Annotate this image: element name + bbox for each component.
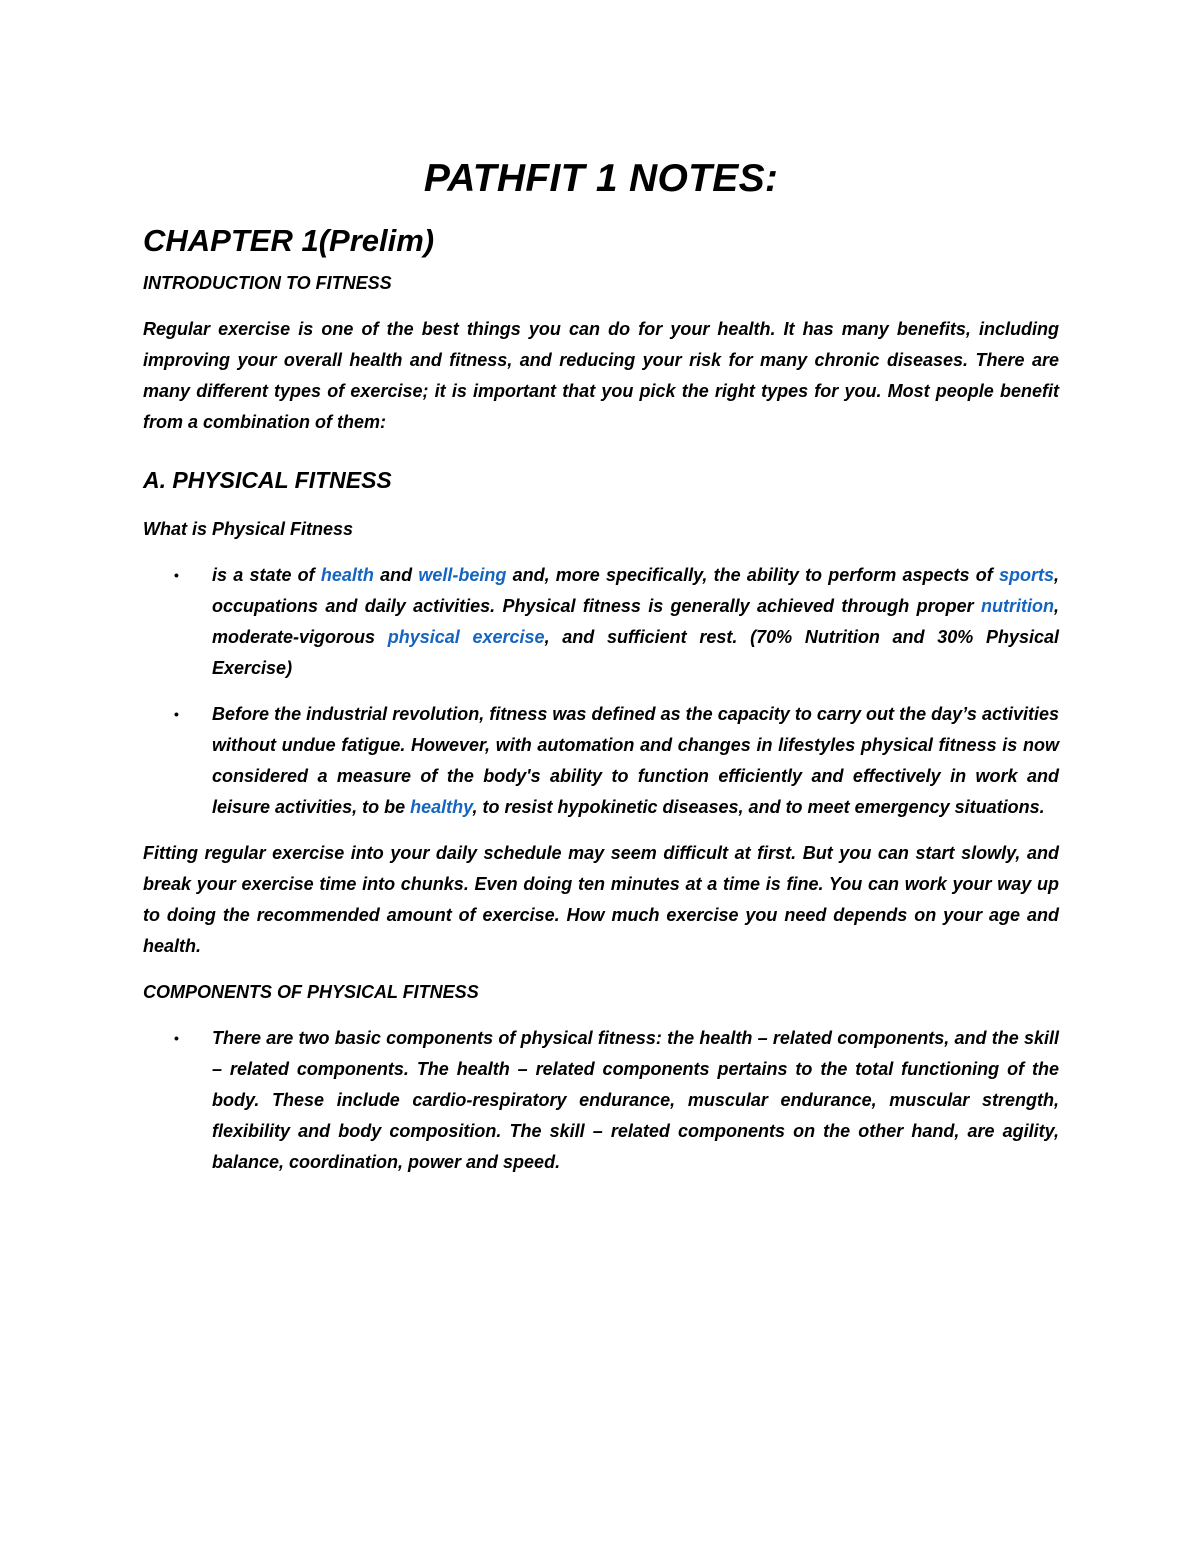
bullet-text: , and sufficient rest. (70% Nutrition and 30% Physical Exercise) — [212, 627, 1060, 678]
bullet-text: is a state of — [212, 565, 321, 585]
fitting-exercise-paragraph: Fitting regular exercise into your daily schedule may seem difficult at first. But you can start slowly, and break your exercise time into chunks. Even doing ten minutes at a time is fine. You can work your way up to doing the recommended amount of exercise. How much exercise you need depends on your age and health. — [143, 843, 1059, 956]
components-heading: COMPONENTS OF PHYSICAL FITNESS — [143, 982, 479, 1002]
document-title: PATHFIT 1 NOTES: — [423, 157, 779, 200]
bullet-text: There are two basic components of physical fitness: the health – related components, and the skill – related components. The health – related components pertains to the total functioning of the body. These include cardio-respiratory endurance, muscular endurance, muscular strength, flexibility and body composition. The skill – related components on the other hand, are agility, balance, coordination, power and speed. — [212, 1028, 1059, 1172]
bullet-text: Before the industrial revolution, fitness was defined as the capacity to carry out the day’s activities without undue fatigue. However, with automation and changes in lifestyles physical fitness is now considered a measure of the body's ability to function efficiently and effectively in work and leisure activities, to be — [212, 704, 1059, 817]
chapter-heading: CHAPTER 1(Prelim) — [143, 223, 435, 258]
physical-exercise-link[interactable]: physical exercise — [387, 627, 545, 647]
list-item — [143, 560, 1059, 684]
well-being-link[interactable]: well-being — [418, 565, 507, 585]
what-is-physical-fitness-heading: What is Physical Fitness — [143, 519, 354, 539]
nutrition-link[interactable]: nutrition — [981, 596, 1054, 616]
list-item — [143, 699, 1059, 823]
section-a-heading: A. PHYSICAL FITNESS — [143, 467, 392, 493]
list-item — [143, 1023, 1059, 1178]
components-bullet-list — [143, 1023, 1059, 1178]
bullet-icon: • — [174, 706, 179, 722]
bullet-icon: • — [174, 1030, 179, 1046]
healthy-link[interactable]: healthy — [410, 797, 473, 817]
sports-link[interactable]: sports — [998, 565, 1054, 585]
bullet-text: , moderate-vigorous — [212, 596, 1059, 647]
bullet-text: , occupations and daily activities. Physical fitness is generally achieved through proper — [212, 565, 1059, 616]
bullet-icon: • — [174, 567, 179, 583]
document-page — [143, 150, 1059, 1178]
health-link[interactable]: health — [320, 565, 374, 585]
intro-paragraph: Regular exercise is one of the best things you can do for your health. It has many benefits, including improving your overall health and fitness, and reducing your risk for many chronic diseases. There are many different types of exercise; it is important that you pick the right types for you. Most people benefit from a combination of them: — [143, 319, 1059, 432]
bullet-text: , to resist hypokinetic diseases, and to meet emergency situations. — [472, 797, 1045, 817]
physical-fitness-bullet-list — [143, 560, 1059, 823]
bullet-text: and — [373, 565, 419, 585]
intro-heading: INTRODUCTION TO FITNESS — [143, 273, 392, 293]
bullet-text: and, more specifically, the ability to perform aspects of — [506, 565, 999, 585]
